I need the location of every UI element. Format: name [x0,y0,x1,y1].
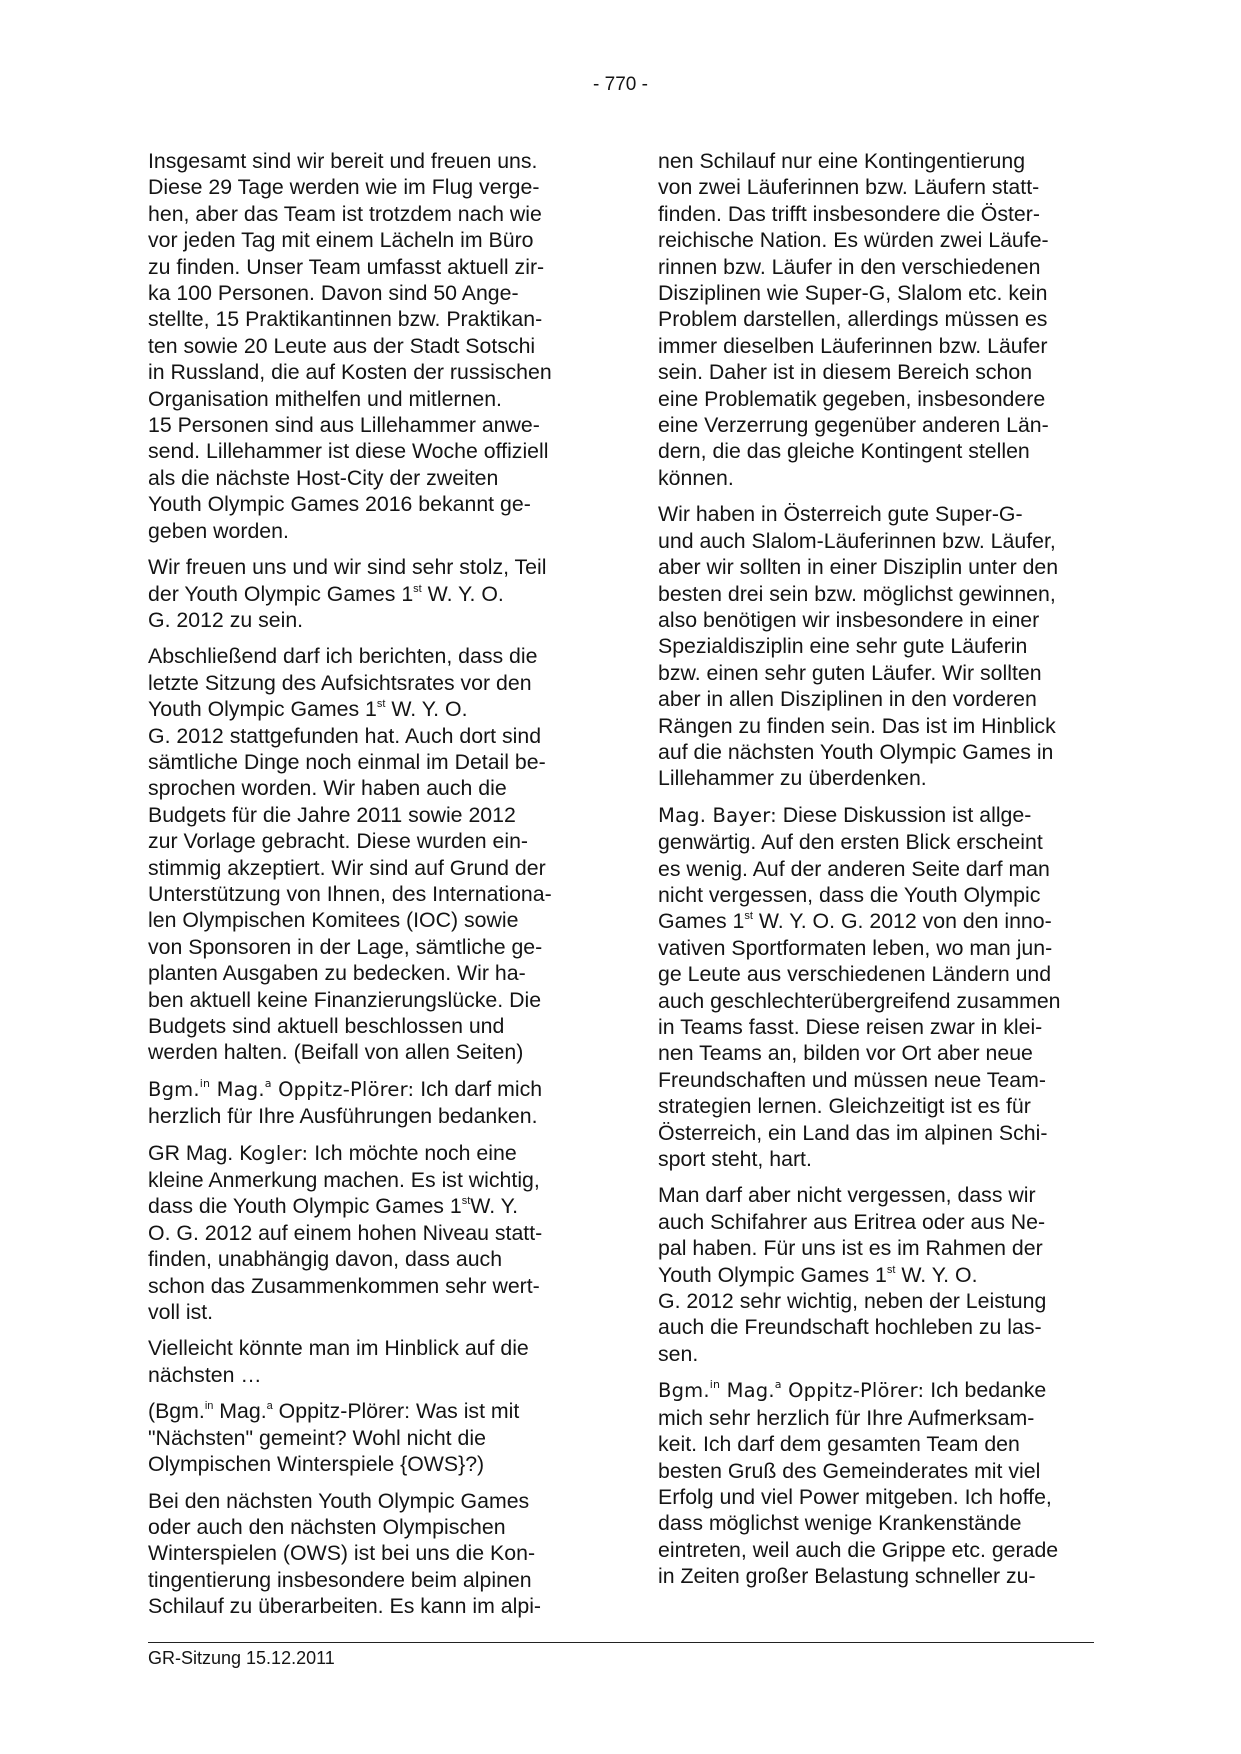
text-line: dass möglichst wenige Krankenstände [658,1511,1022,1536]
text-line: Olympischen Winterspiele {OWS}?) [148,1452,485,1477]
text-line: in Russland, die auf Kosten der russischen [148,360,552,385]
text-line: keit. Ich darf dem gesamten Team den [658,1432,1020,1457]
left-paragraph-1 [148,148,590,544]
text-run: W. Y. O. G. 2012 von den inno- [752,909,1052,934]
text-run: der Youth Olympic Games 1 [148,581,414,606]
text-line: Winterspielen (OWS) ist bei uns die Kon- [148,1541,536,1566]
superscript: st [376,698,386,711]
text-line: bzw. einen sehr guten Läufer. Wir sollten [658,660,1042,685]
text-run: W. Y. [470,1194,519,1219]
text-run: (Bgm. [148,1399,205,1424]
text-line: G. 2012 sehr wichtig, neben der Leistung [658,1289,1047,1314]
text-line: Organisation mithelfen und mitlernen. [148,386,502,411]
page-number: - 770 - [593,74,648,95]
text-line: Rängen zu finden sein. Das ist im Hinblick [658,713,1056,738]
text-line: Unterstützung von Ihnen, des Internationa- [148,881,552,906]
text-line: vativen Sportformaten leben, wo man jun- [658,935,1053,960]
text-line: rinnen bzw. Läufer in den verschiedenen [658,254,1041,279]
text-line: von Sponsoren in der Lage, sämtliche ge- [148,934,543,959]
text-line: Schilauf zu überarbeiten. Es kann im alpi- [148,1594,542,1619]
text-line: in Zeiten großer Belastung schneller zu- [658,1564,1036,1589]
text-line: finden, unabhängig davon, dass auch [148,1247,503,1272]
left-paragraph-7 [148,1398,590,1477]
left-column [148,148,590,1630]
text-line: zu finden. Unser Team umfasst aktuell zir- [148,254,545,279]
text-run: dass die Youth Olympic Games 1 [148,1194,462,1219]
text-line: finden. Das trifft insbesondere die Öster- [658,201,1040,226]
right-paragraph-5 [658,1377,1100,1589]
text-line: schon das Zusammenkommen sehr wert- [148,1273,540,1298]
text-line: Youth Olympic Games 2016 bekannt ge- [148,492,531,517]
text-run: Youth Olympic Games 1 [148,697,377,722]
text-line: strategien lernen. Gleichzeitigt ist es für [658,1094,1031,1119]
speaker-name [658,1379,924,1402]
text-line: können. [658,465,734,490]
text-line: eine Problematik gegeben, insbesondere [658,386,1046,411]
text-line: sprochen worden. Wir haben auch die [148,776,507,801]
text-line: letzte Sitzung des Aufsichtsrates vor den [148,670,532,695]
left-paragraph-5 [148,1140,590,1326]
text-line: hen, aber das Team ist trotzdem nach wie [148,201,542,226]
text-line: nen Schilauf nur eine Kontingentierung [658,149,1026,173]
left-paragraph-3 [148,643,590,1066]
text-line: Insgesamt sind wir bereit und freuen uns. [148,149,538,173]
superscript: in [204,1400,214,1413]
text-line: nicht vergessen, dass die Youth Olympic [658,882,1041,907]
superscript: in [709,1378,721,1392]
text-line: tingentierung insbesondere beim alpinen [148,1567,532,1592]
text-line: Diese 29 Tage werden wie im Flug verge- [148,175,540,200]
text-run: Games 1 [658,909,745,934]
text-run: W. Y. O. [421,581,504,606]
text-line: eintreten, weil auch die Grippe etc. gerade [658,1537,1059,1562]
text-line: von zwei Läuferinnen bzw. Läufern statt- [658,175,1040,200]
superscript: st [413,582,422,595]
text-line: Budgets für die Jahre 2011 sowie 2012 [148,802,516,827]
left-paragraph-4 [148,1076,590,1130]
superscript: in [199,1076,211,1090]
right-paragraph-4 [658,1182,1100,1367]
text-run: Bgm. [658,1379,710,1403]
text-line: besten Gruß des Gemeinderates mit viel [658,1458,1041,1483]
text-line: auch geschlechterübergreifend zusammen [658,988,1061,1013]
text-run: Oppitz-Plörer: [781,1379,925,1403]
text-line: Erfolg und viel Power mitgeben. Ich hoffe, [658,1484,1052,1509]
superscript: a [774,1378,782,1392]
text-line: ben aktuell keine Finanzierungslücke. Die [148,987,542,1012]
superscript: st [886,1263,896,1276]
text-line: voll ist. [148,1300,214,1325]
text-run: GR Mag. [148,1140,240,1165]
text-line: aber in allen Disziplinen in den vorderen [658,687,1037,712]
text-line: eine Verzerrung gegenüber anderen Län- [658,413,1049,438]
text-line: Man darf aber nicht vergessen, dass wir [658,1183,1036,1208]
text-run: Diese Diskussion ist allge- [776,802,1032,827]
footer-session-date: GR-Sitzung 15.12.2011 [148,1648,335,1668]
text-line: also benötigen wir insbesondere in einer [658,607,1040,632]
text-line: stellte, 15 Praktikantinnen bzw. Praktikan- [148,307,543,332]
text-line: G. 2012 stattgefunden hat. Auch dort sind [148,723,542,748]
text-line: oder auch den nächsten Olympischen [148,1514,506,1539]
text-line: planten Ausgaben zu bedecken. Wir ha- [148,961,526,986]
superscript: st [744,910,753,923]
text-run: Bgm. [148,1077,200,1101]
text-line: sein. Daher ist in diesem Bereich schon [658,360,1033,385]
text-line: send. Lillehammer ist diese Woche offiziell [148,439,549,464]
text-line: auch die Freundschaft hochleben zu las- [658,1315,1042,1340]
footer-divider [148,1642,1094,1643]
text-line: auch Schifahrer aus Eritrea oder aus Ne- [658,1209,1046,1234]
text-line: reichische Nation. Es würden zwei Läufe- [658,228,1049,253]
text-line: vor jeden Tag mit einem Lächeln im Büro [148,228,534,253]
text-run: Mag. [720,1379,775,1403]
left-paragraph-6 [148,1335,590,1388]
text-line: ka 100 Personen. Davon sind 50 Ange- [148,281,519,306]
text-line: Spezialdisziplin eine sehr gute Läuferin [658,634,1028,659]
text-line: besten drei sein bzw. möglichst gewinnen, [658,581,1056,606]
text-line: O. G. 2012 auf einem hohen Niveau statt- [148,1220,543,1245]
text-line: Abschließend darf ich berichten, dass die [148,644,538,669]
text-run: W. Y. O. [895,1262,978,1287]
left-paragraph-8 [148,1488,590,1620]
text-line: und auch Slalom-Läuferinnen bzw. Läufer, [658,528,1056,553]
text-line: Wir freuen uns und wir sind sehr stolz, Teil [148,555,547,580]
right-paragraph-2 [658,501,1100,791]
text-line: zur Vorlage gebracht. Diese wurden ein- [148,829,529,854]
text-line: dern, die das gleiche Kontingent stellen [658,439,1030,464]
text-line: "Nächsten" gemeint? Wohl nicht die [148,1425,486,1450]
speaker-name: Kogler: [239,1141,309,1165]
text-line: Budgets sind aktuell beschlossen und [148,1014,505,1038]
text-line: Österreich, ein Land das im alpinen Schi- [658,1120,1048,1145]
superscript: a [264,1076,272,1090]
text-line: aber wir sollten in einer Disziplin unter den [658,555,1059,580]
text-run: Youth Olympic Games 1 [658,1262,887,1287]
text-run: Ich möchte noch eine [308,1140,517,1165]
text-line: geben worden. [148,518,289,543]
right-paragraph-1 [658,148,1100,491]
superscript: a [266,1400,273,1413]
text-run: Ich bedanke [924,1378,1047,1403]
text-run: Oppitz-Plörer: [271,1077,415,1101]
text-line: immer dieselben Läuferinnen bzw. Läufer [658,333,1048,358]
text-line: sen. [658,1341,699,1366]
text-line: herzlich für Ihre Ausführungen bedanken. [148,1104,538,1129]
text-line: nächsten … [148,1362,262,1387]
text-line: ten sowie 20 Leute aus der Stadt Sotschi [148,333,536,358]
speaker-name: Mag. Bayer: [658,803,777,827]
text-line: mich sehr herzlich für Ihre Aufmerksam- [658,1405,1035,1430]
text-run: Ich darf mich [414,1076,543,1101]
text-run: Mag. [213,1399,267,1424]
text-line: Disziplinen wie Super-G, Slalom etc. kein [658,281,1048,306]
text-line: Bei den nächsten Youth Olympic Games [148,1488,530,1513]
text-line: pal haben. Für uns ist es im Rahmen der [658,1236,1043,1261]
text-line: Lillehammer zu überdenken. [658,766,927,791]
text-line: als die nächste Host-City der zweiten [148,465,499,490]
text-line: Wir haben in Österreich gute Super-G- [658,502,1023,527]
text-line: Vielleicht könnte man im Hinblick auf die [148,1336,529,1361]
text-line: ge Leute aus verschiedenen Ländern und [658,962,1052,987]
right-column [658,148,1100,1600]
text-line: in Teams fasst. Diese reisen zwar in klei- [658,1015,1043,1039]
text-line: Freundschaften und müssen neue Team- [658,1067,1046,1092]
superscript: st [461,1195,471,1208]
text-line: nen Teams an, bilden vor Ort aber neue [658,1041,1033,1066]
speaker-name [148,1078,414,1101]
text-line: es wenig. Auf der anderen Seite darf man [658,856,1050,881]
text-line: werden halten. (Beifall von allen Seiten) [148,1040,524,1065]
text-line: sport steht, hart. [658,1147,812,1172]
text-line: genwärtig. Auf den ersten Blick erscheint [658,830,1043,855]
text-run: Oppitz-Plörer: Was ist mit [272,1399,520,1424]
text-line: 15 Personen sind aus Lillehammer anwe- [148,413,540,438]
text-line: stimmig akzeptiert. Wir sind auf Grund der [148,855,546,880]
text-line: sämtliche Dinge noch einmal im Detail be- [148,749,546,774]
text-line: G. 2012 zu sein. [148,607,304,632]
left-paragraph-2 [148,554,590,633]
text-line: auf die nächsten Youth Olympic Games in [658,739,1054,764]
text-run: W. Y. O. [385,697,468,722]
text-line: kleine Anmerkung machen. Es ist wichtig, [148,1168,540,1193]
text-line: Problem darstellen, allerdings müssen es [658,307,1048,332]
text-line: len Olympischen Komitees (IOC) sowie [148,908,519,933]
text-run: Mag. [210,1077,265,1101]
right-paragraph-3 [658,802,1100,1173]
